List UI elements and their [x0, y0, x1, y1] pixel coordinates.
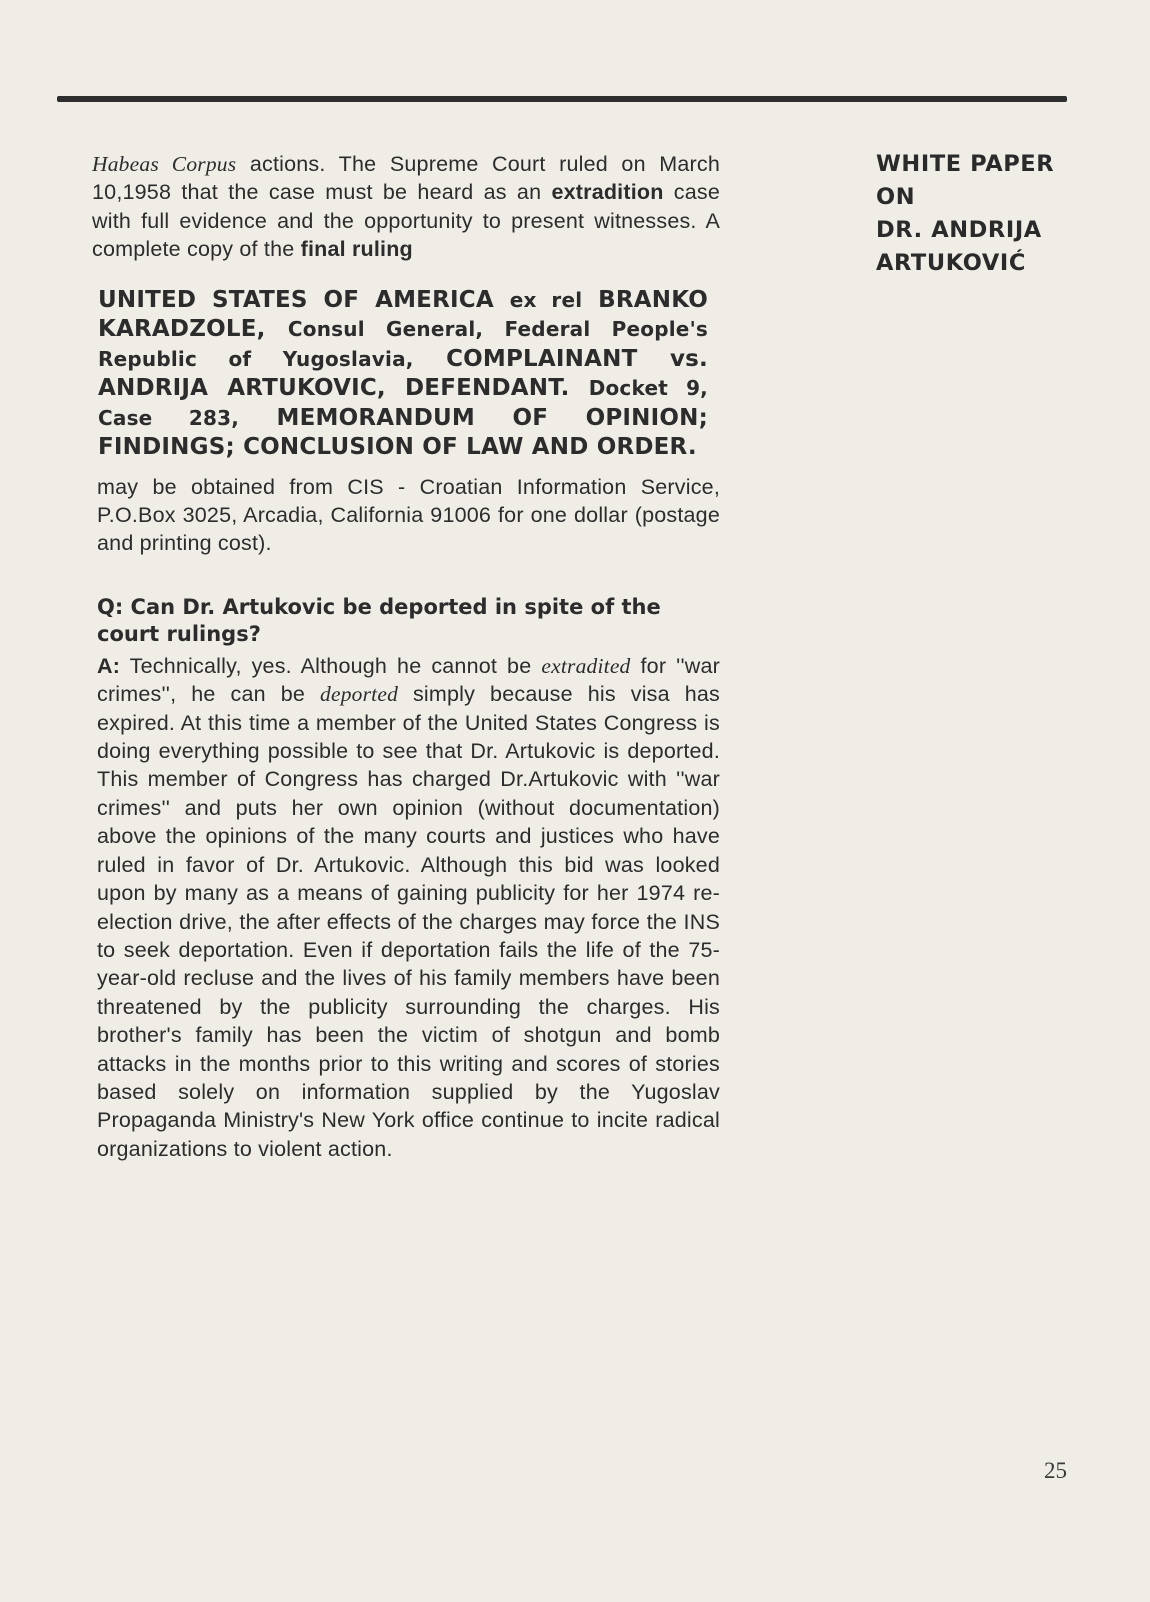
habeas-corpus-term: Habeas Corpus — [92, 152, 237, 176]
intro-text-1: actions. The Supreme Court ruled on March 10,1958 that the case must be heard as an — [92, 152, 720, 205]
answer-text-3: simply because his visa has expired. At this time a member of the United States Congress is doing everything possible to see that Dr. Artukovic is deported. This member of Congress has charged Dr.Artukovic with ''war crimes'' and puts her own opinion (without documentation) above the opinions of the many courts and justices who have ruled in favor of Dr. Artukovic. Although this bid was looked upon by many as a means of gaining publicity for her 1974 re-election drive, the after effects of the charges may force the INS to seek deportation. Even if deportation fails the life of the 75-year-old recluse and the lives of his family members have been threatened by the publicity surrounding the charges. His brother's family has been the victim of shotgun and bomb attacks in the months prior to this writing and scores of stories based solely on information supplied by the Yugoslav Propaganda Ministry's New York office continue to incite radical organizations to violent action. — [97, 682, 720, 1161]
citation-part-4: Consul General, Federal People's Republic of Yugoslavia, — [98, 317, 708, 371]
sidebar-title-line-3: DR. ANDRIJA — [876, 217, 1042, 243]
citation-part-1: UNITED STATES OF AMERICA — [98, 286, 510, 313]
availability-paragraph: may be obtained from CIS - Croatian Information Service, P.O.Box 3025, Arcadia, California 91006 for one dollar (postage and printing cost). — [97, 474, 720, 556]
intro-paragraph — [92, 150, 720, 264]
answer-italic-deported: deported — [320, 682, 399, 707]
answer-italic-extradited: extradited — [541, 653, 631, 678]
question-text: Can Dr. Artukovic be deported in spite of the court rulings? — [97, 594, 661, 646]
top-rule — [57, 96, 1067, 102]
sidebar-title-line-1: WHITE PAPER — [876, 151, 1055, 177]
answer-text-1: Technically, yes. Although he cannot be — [120, 653, 542, 678]
answer-paragraph — [97, 652, 720, 1163]
sidebar-title-line-4: ARTUKOVIĆ — [876, 250, 1026, 276]
main-column — [92, 150, 720, 1163]
question — [97, 594, 697, 648]
citation-part-7: MEMORANDUM OF OPINION; FINDINGS; CONCLUSION OF LAW AND ORDER. — [98, 404, 708, 461]
intro-bold-extradition: extradition — [551, 180, 664, 205]
citation-part-6: Docket 9, Case 283, — [98, 376, 708, 430]
sidebar-title-line-2: ON — [876, 184, 916, 210]
citation-part-3: BRANKO KARADZOLE, — [98, 286, 708, 343]
sidebar-title — [876, 148, 1076, 280]
answer-text-2: for ''war crimes'', he can be — [97, 653, 720, 707]
intro-text-2: case with full evidence and the opportunity to present witnesses. A complete copy of the — [92, 180, 720, 262]
case-citation — [98, 286, 708, 463]
citation-part-5: COMPLAINANT vs. ANDRIJA ARTUKOVIC, DEFENDANT. — [98, 345, 708, 402]
citation-part-2: ex rel — [509, 287, 583, 312]
answer-marker: A: — [97, 653, 121, 678]
intro-bold-final-ruling: final ruling — [300, 237, 413, 262]
question-marker: Q: — [97, 594, 124, 619]
page-number: 25 — [1044, 1458, 1067, 1483]
